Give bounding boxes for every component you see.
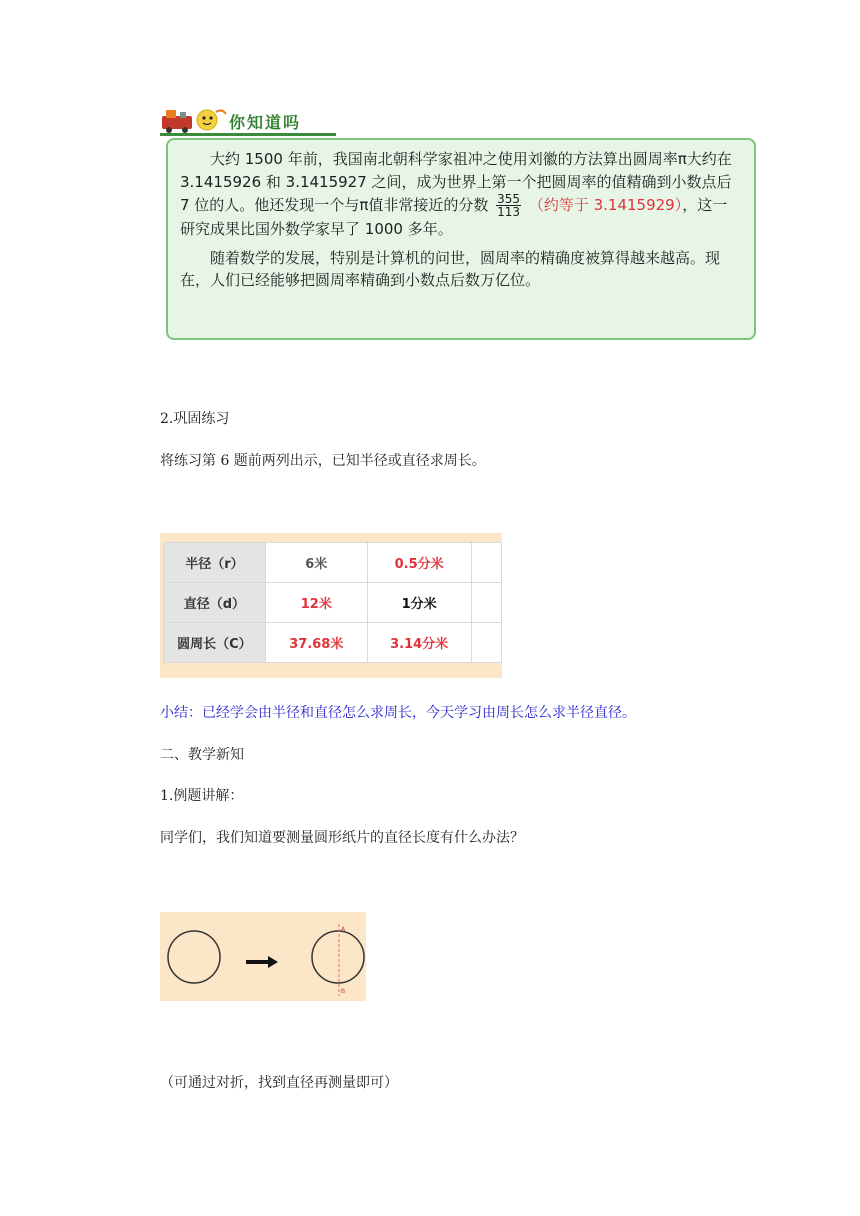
did-you-know-header <box>160 106 336 136</box>
table-cell-empty <box>471 623 502 663</box>
table-cell: 3.14分米 <box>367 623 471 663</box>
info-paragraph-2: 随着数学的发展，特别是计算机的问世，圆周率的精确度被算得越来越高。现在，人们已经能够把圆周率精确到小数点后数万亿位。 <box>180 248 721 289</box>
did-you-know-title: 你知道吗 <box>229 113 302 132</box>
point-b-label: B <box>341 988 346 995</box>
did-you-know-box <box>166 138 756 340</box>
point-a-label: A <box>341 926 346 933</box>
info-text-a: 大约 1500 年前，我国南北朝科学家祖冲之使用刘徽的方法算出圆周率π大约在 3.1415926 和 3.1415927 之间，成为世界上第一个把圆周率的值精确到小数点后 7 位的人。他还发现一个与π值非常接近的分数 <box>180 150 732 214</box>
fraction-denominator: 113 <box>497 205 521 219</box>
table-cell-empty <box>471 543 502 583</box>
practice-instruction: 将练习第 6 题前两列出示，已知半径或直径求周长。 <box>160 453 486 469</box>
table-row <box>164 623 502 663</box>
table-cell: 1分米 <box>367 583 471 623</box>
circle-fold-figure <box>160 912 366 1001</box>
row-header-diameter: 直径（d） <box>164 583 266 623</box>
row-header-circumference: 圆周长（C） <box>164 623 266 663</box>
table-row <box>164 583 502 623</box>
fraction <box>496 193 521 218</box>
header-underline <box>160 133 336 136</box>
info-text-approx: （约等于 3.1415929） <box>528 196 683 214</box>
fold-diagram <box>160 912 366 1001</box>
example-heading: 1.例题讲解： <box>160 788 244 804</box>
table-row <box>164 543 502 583</box>
folded-circle-shape <box>312 931 364 983</box>
info-paragraph-1 <box>180 148 742 241</box>
info-text-b: ，这一研究成果比国外数学家早了 1000 多年。 <box>180 196 728 238</box>
table-cell: 6米 <box>265 543 367 583</box>
row-header-radius: 半径（r） <box>164 543 266 583</box>
table-cell-empty <box>471 583 502 623</box>
train-icon <box>160 106 228 134</box>
table-cell: 37.68米 <box>265 623 367 663</box>
fold-note: （可通过对折，找到直径再测量即可） <box>160 1075 398 1091</box>
arrow-right-icon <box>246 956 278 968</box>
circumference-table <box>163 542 502 663</box>
table-cell: 12米 <box>265 583 367 623</box>
fraction-numerator: 355 <box>497 192 521 206</box>
question-text: 同学们，我们知道要测量圆形纸片的直径长度有什么办法？ <box>160 830 524 846</box>
summary-text: 小结：已经学会由半径和直径怎么求周长，今天学习由周长怎么求半径直径。 <box>160 705 636 721</box>
radius-diameter-table-image <box>160 533 502 678</box>
section-heading: 二、教学新知 <box>160 747 244 763</box>
practice-heading: 2.巩固练习 <box>160 411 230 427</box>
table-cell: 0.5分米 <box>367 543 471 583</box>
circle-shape <box>168 931 220 983</box>
